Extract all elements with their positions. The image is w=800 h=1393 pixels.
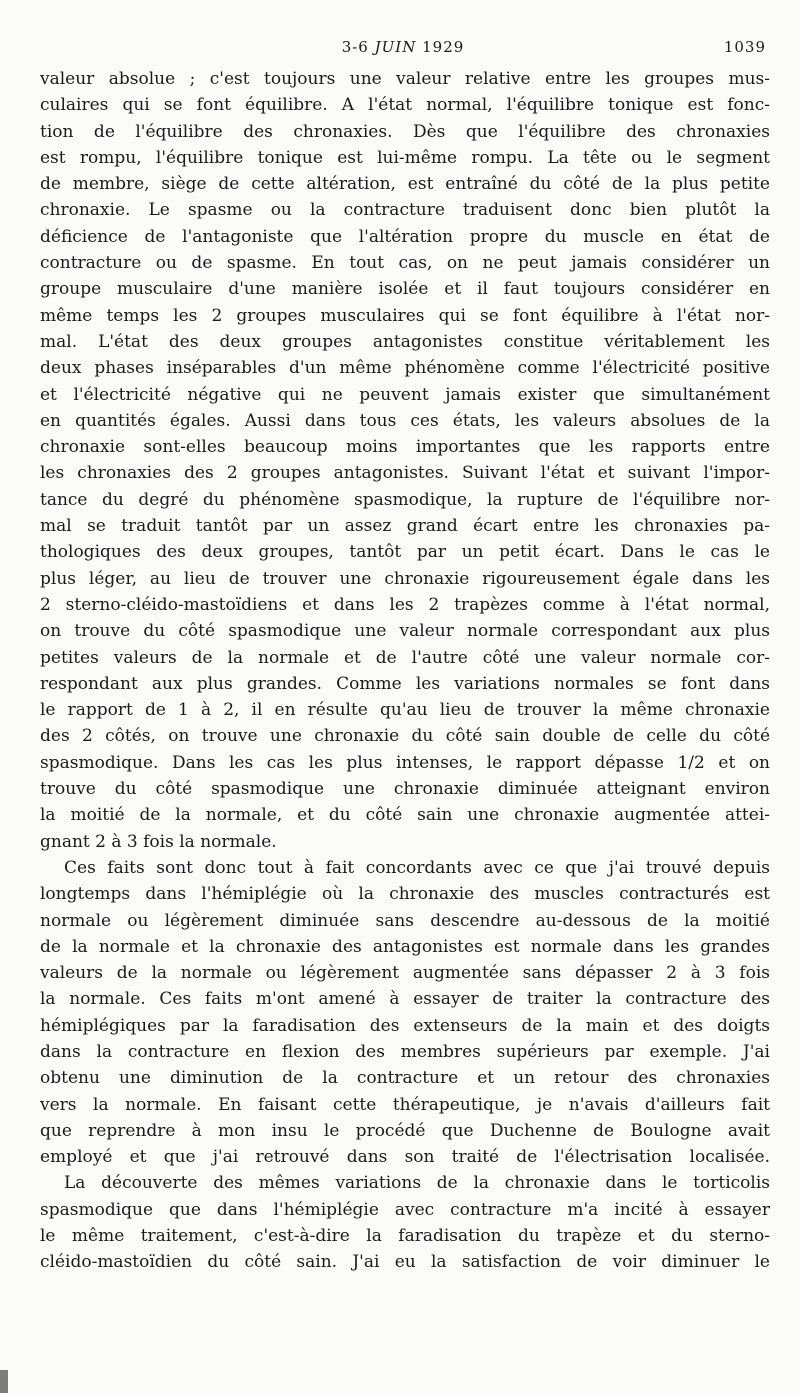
text-line: vers la normale. En faisant cette thérapeutique, je n'avais d'ailleurs fait [40, 1094, 770, 1115]
text-line: de membre, siège de cette altération, est entraîné du côté de la plus petite [40, 174, 770, 195]
text-line: thologiques des deux groupes, tantôt par un petit écart. Dans le cas le [40, 542, 770, 563]
text-line: les chronaxies des 2 groupes antagonistes. Suivant l'état et suivant l'impor- [40, 463, 770, 484]
text-line: obtenu une diminution de la contracture et un retour des chronaxies [40, 1068, 770, 1089]
text-line: et l'électricité négative qui ne peuvent jamais exister que simultanément [40, 384, 770, 405]
text-line: des 2 côtés, on trouve une chronaxie du côté sain double de celle du côté [40, 726, 770, 747]
text-line: en quantités égales. Aussi dans tous ces états, les valeurs absolues de la [40, 410, 770, 431]
header-date [40, 38, 766, 56]
scan-edge-shadow [0, 1370, 8, 1393]
date-year: 1929 [422, 38, 465, 56]
text-line: normale ou légèrement diminuée sans descendre au-dessous de la moitié [40, 910, 770, 931]
text-line: plus léger, au lieu de trouver une chronaxie rigoureusement égale dans les [40, 568, 770, 589]
text-line: hémiplégiques par la faradisation des extenseurs de la main et des doigts [40, 1015, 770, 1036]
text-line: chronaxie. Le spasme ou la contracture traduisent donc bien plutôt la [40, 200, 770, 221]
text-line: groupe musculaire d'une manière isolée et il faut toujours considérer en [40, 279, 770, 300]
text-line: même temps les 2 groupes musculaires qui se font équilibre à l'état nor- [40, 305, 770, 326]
text-line: spasmodique. Dans les cas les plus intenses, le rapport dépasse 1/2 et on [40, 752, 770, 773]
text-line: tion de l'équilibre des chronaxies. Dès que l'équilibre des chronaxies [40, 121, 770, 142]
text-line: petites valeurs de la normale et de l'autre côté une valeur normale cor- [40, 647, 770, 668]
running-header [40, 38, 766, 62]
text-line: de la normale et la chronaxie des antagonistes est normale dans les grandes [40, 936, 770, 957]
text-line: déficience de l'antagoniste que l'altération propre du muscle en état de [40, 226, 770, 247]
text-line: que reprendre à mon insu le procédé que Duchenne de Boulogne avait [40, 1120, 770, 1141]
text-line: contracture ou de spasme. En tout cas, on ne peut jamais considérer un [40, 253, 770, 274]
date-prefix: 3-6 [341, 38, 369, 56]
text-line: le rapport de 1 à 2, il en résulte qu'au lieu de trouver la même chronaxie [40, 700, 770, 721]
text-line: valeurs de la normale ou légèrement augmentée sans dépasser 2 à 3 fois [40, 963, 770, 984]
text-line: valeur absolue ; c'est toujours une valeur relative entre les groupes mus- [40, 69, 770, 89]
date-month: JUIN [374, 38, 417, 56]
text-line: est rompu, l'équilibre tonique est lui-même rompu. La tête ou le segment [40, 147, 770, 168]
text-line: respondant aux plus grandes. Comme les variations normales se font dans [40, 673, 770, 694]
page-number: 1039 [723, 38, 766, 56]
text-line: le même traitement, c'est-à-dire la faradisation du trapèze et du sterno- [40, 1226, 770, 1247]
text-line: trouve du côté spasmodique une chronaxie diminuée atteignant environ [40, 779, 770, 800]
text-line: gnant 2 à 3 fois la normale. [40, 831, 277, 852]
text-line: on trouve du côté spasmodique une valeur normale correspondant aux plus [40, 621, 770, 642]
text-line: cléido-mastoïdien du côté sain. J'ai eu la satisfaction de voir diminuer le [40, 1252, 770, 1273]
text-line: culaires qui se font équilibre. A l'état normal, l'équilibre tonique est fonc- [40, 95, 770, 116]
text-line: la normale. Ces faits m'ont amené à essayer de traiter la contracture des [40, 989, 770, 1010]
text-line: longtemps dans l'hémiplégie où la chronaxie des muscles contracturés est [40, 884, 770, 905]
text-line: dans la contracture en flexion des membres supérieurs par exemple. J'ai [40, 1041, 770, 1062]
body-text [40, 66, 770, 1276]
text-line: tance du degré du phénomène spasmodique, la rupture de l'équilibre nor- [40, 489, 770, 510]
text-line: spasmodique que dans l'hémiplégie avec contracture m'a incité à essayer [40, 1199, 770, 1220]
text-line: mal. L'état des deux groupes antagonistes constitue véritablement les [40, 331, 770, 352]
text-line: employé et que j'ai retrouvé dans son traité de l'électrisation localisée. [40, 1147, 770, 1168]
text-line: Ces faits sont donc tout à fait concordants avec ce que j'ai trouvé depuis [64, 857, 770, 878]
text-line: chronaxie sont-elles beaucoup moins importantes que les rapports entre [40, 437, 770, 458]
text-line: mal se traduit tantôt par un assez grand écart entre les chronaxies pa- [40, 516, 770, 537]
text-line: la moitié de la normale, et du côté sain une chronaxie augmentée attei- [40, 805, 770, 826]
text-line: deux phases inséparables d'un même phénomène comme l'électricité positive [40, 358, 770, 379]
text-line: La découverte des mêmes variations de la chronaxie dans le torticolis [64, 1173, 770, 1194]
text-line: 2 sterno-cléido-mastoïdiens et dans les 2 trapèzes comme à l'état normal, [40, 594, 770, 615]
